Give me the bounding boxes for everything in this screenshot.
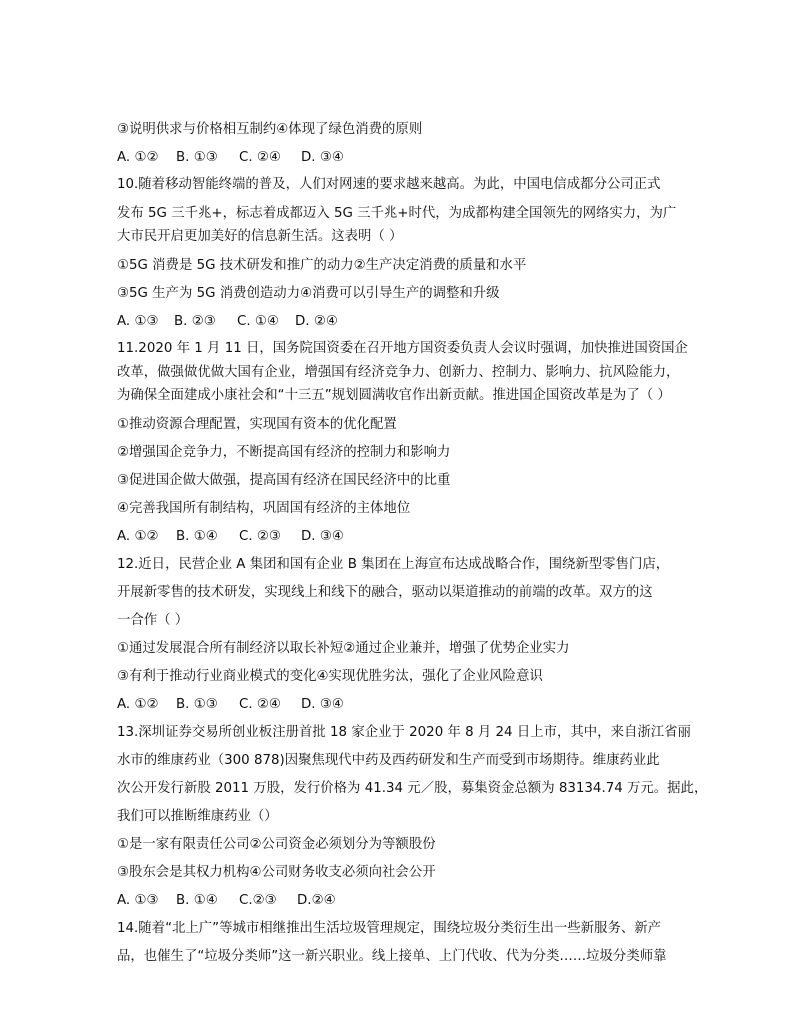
q12-stem-1: 12.近日，民营企业 A 集团和国有企业 B 集团在上海宣布达成战略合作，围绕新型零售门店， xyxy=(117,557,670,572)
q9-choice-line: ③说明供求与价格相互制约④体现了绿色消费的原则 xyxy=(117,122,423,137)
option-c: C.②③ xyxy=(239,893,277,908)
q13-stem-4: 我们可以推断维康药业（） xyxy=(117,809,278,824)
option-d: D. ②④ xyxy=(295,314,338,329)
q12-stem-2: 开展新零售的技术研发，实现线上和线下的融合，驱动以渠道推动的前端的改革。双方的这 xyxy=(117,585,653,600)
option-b: B. ①③ xyxy=(176,697,218,712)
q14-stem-1: 14.随着“北上广”等城市相继推出生活垃圾管理规定，围绕垃圾分类衍生出一些新服务、新产 xyxy=(117,921,662,936)
q11-choice-2: ②增强国企竞争力，不断提高国有经济的控制力和影响力 xyxy=(117,445,451,460)
option-b: B. ①④ xyxy=(176,893,218,908)
q14-stem-2: 品，也催生了“垃圾分类师”这一新兴职业。线上接单、上门代收、代为分类……垃圾分类师靠 xyxy=(117,949,667,964)
q13-choice-2: ③股东会是其权力机构④公司财务收支必须向社会公开 xyxy=(117,865,436,880)
option-b: B. ①④ xyxy=(176,529,218,544)
option-a: A. ①② xyxy=(117,697,159,712)
option-d: D. ③④ xyxy=(301,697,344,712)
q11-options xyxy=(117,527,344,547)
q13-choice-1: ①是一家有限责任公司②公司资金必须划分为等额股份 xyxy=(117,837,436,852)
option-d: D. ③④ xyxy=(301,529,344,544)
q11-stem-1: 11.2020 年 1 月 11 日，国务院国资委在召开地方国资委负责人会议时强调，加快推进国资国企 xyxy=(117,341,688,356)
option-a: A. ①③ xyxy=(117,893,159,908)
option-a: A. ①③ xyxy=(117,314,159,329)
q11-stem-3: 为确保全面建成小康社会和“十三五”规划圆满收官作出新贡献。推进国企国资改革是为了（ ） xyxy=(117,388,671,403)
q13-stem-3: 次公开发行新股 2011 万股，发行价格为 41.34 元／股，募集资金总额为 83134.74 万元。据此， xyxy=(117,781,708,796)
q13-options xyxy=(117,891,336,911)
q13-stem-2: 水市的维康药业（300 878)因聚焦现代中药及西药研发和生产而受到市场期待。维康药业此 xyxy=(117,753,660,768)
q11-stem-2: 改革，做强做优做大国有企业，增强国有经济竞争力、创新力、控制力、影响力、抗风险能力， xyxy=(117,365,680,380)
option-c: C. ②③ xyxy=(239,529,281,544)
option-a: A. ①② xyxy=(117,150,159,165)
q10-choice-1: ①5G 消费是 5G 技术研发和推广的动力②生产决定消费的质量和水平 xyxy=(117,258,527,273)
q10-stem-1: 10.随着移动智能终端的普及，人们对网速的要求越来越高。为此，中国电信成都分公司正式 xyxy=(117,177,661,192)
option-a: A. ①② xyxy=(117,529,159,544)
option-c: C. ②④ xyxy=(239,150,281,165)
q12-choice-2: ③有利于推动行业商业模式的变化④实现优胜劣汰，强化了企业风险意识 xyxy=(117,669,543,684)
q12-options xyxy=(117,695,344,715)
q10-choice-2: ③5G 生产为 5G 消费创造动力④消费可以引导生产的调整和升级 xyxy=(117,286,500,301)
q11-choice-4: ④完善我国所有制结构，巩固国有经济的主体地位 xyxy=(117,501,411,516)
q10-options xyxy=(117,312,338,332)
option-b: B. ①③ xyxy=(176,150,218,165)
q9-options xyxy=(117,148,344,168)
q10-stem-2: 发布 5G 三千兆+，标志着成都迈入 5G 三千兆+时代，为成都构建全国领先的网络实力，为广 xyxy=(117,206,677,221)
option-c: C. ②④ xyxy=(239,697,281,712)
q12-stem-3: 一合作（ ） xyxy=(117,613,189,628)
q13-stem-1: 13.深圳证券交易所创业板注册首批 18 家企业于 2020 年 8 月 24 日上市，其中，来自浙江省丽 xyxy=(117,725,691,740)
option-c: C. ①④ xyxy=(237,314,279,329)
option-d: D.②④ xyxy=(297,893,336,908)
option-d: D. ③④ xyxy=(301,150,344,165)
q11-choice-3: ③促进国企做大做强，提高国有经济在国民经济中的比重 xyxy=(117,473,451,488)
q12-choice-1: ①通过发展混合所有制经济以取长补短②通过企业兼并，增强了优势企业实力 xyxy=(117,641,570,656)
option-b: B. ②③ xyxy=(174,314,216,329)
q10-stem-3: 大市民开启更加美好的信息新生活。这表明（ ） xyxy=(117,229,403,244)
q11-choice-1: ①推动资源合理配置，实现国有资本的优化配置 xyxy=(117,417,397,432)
